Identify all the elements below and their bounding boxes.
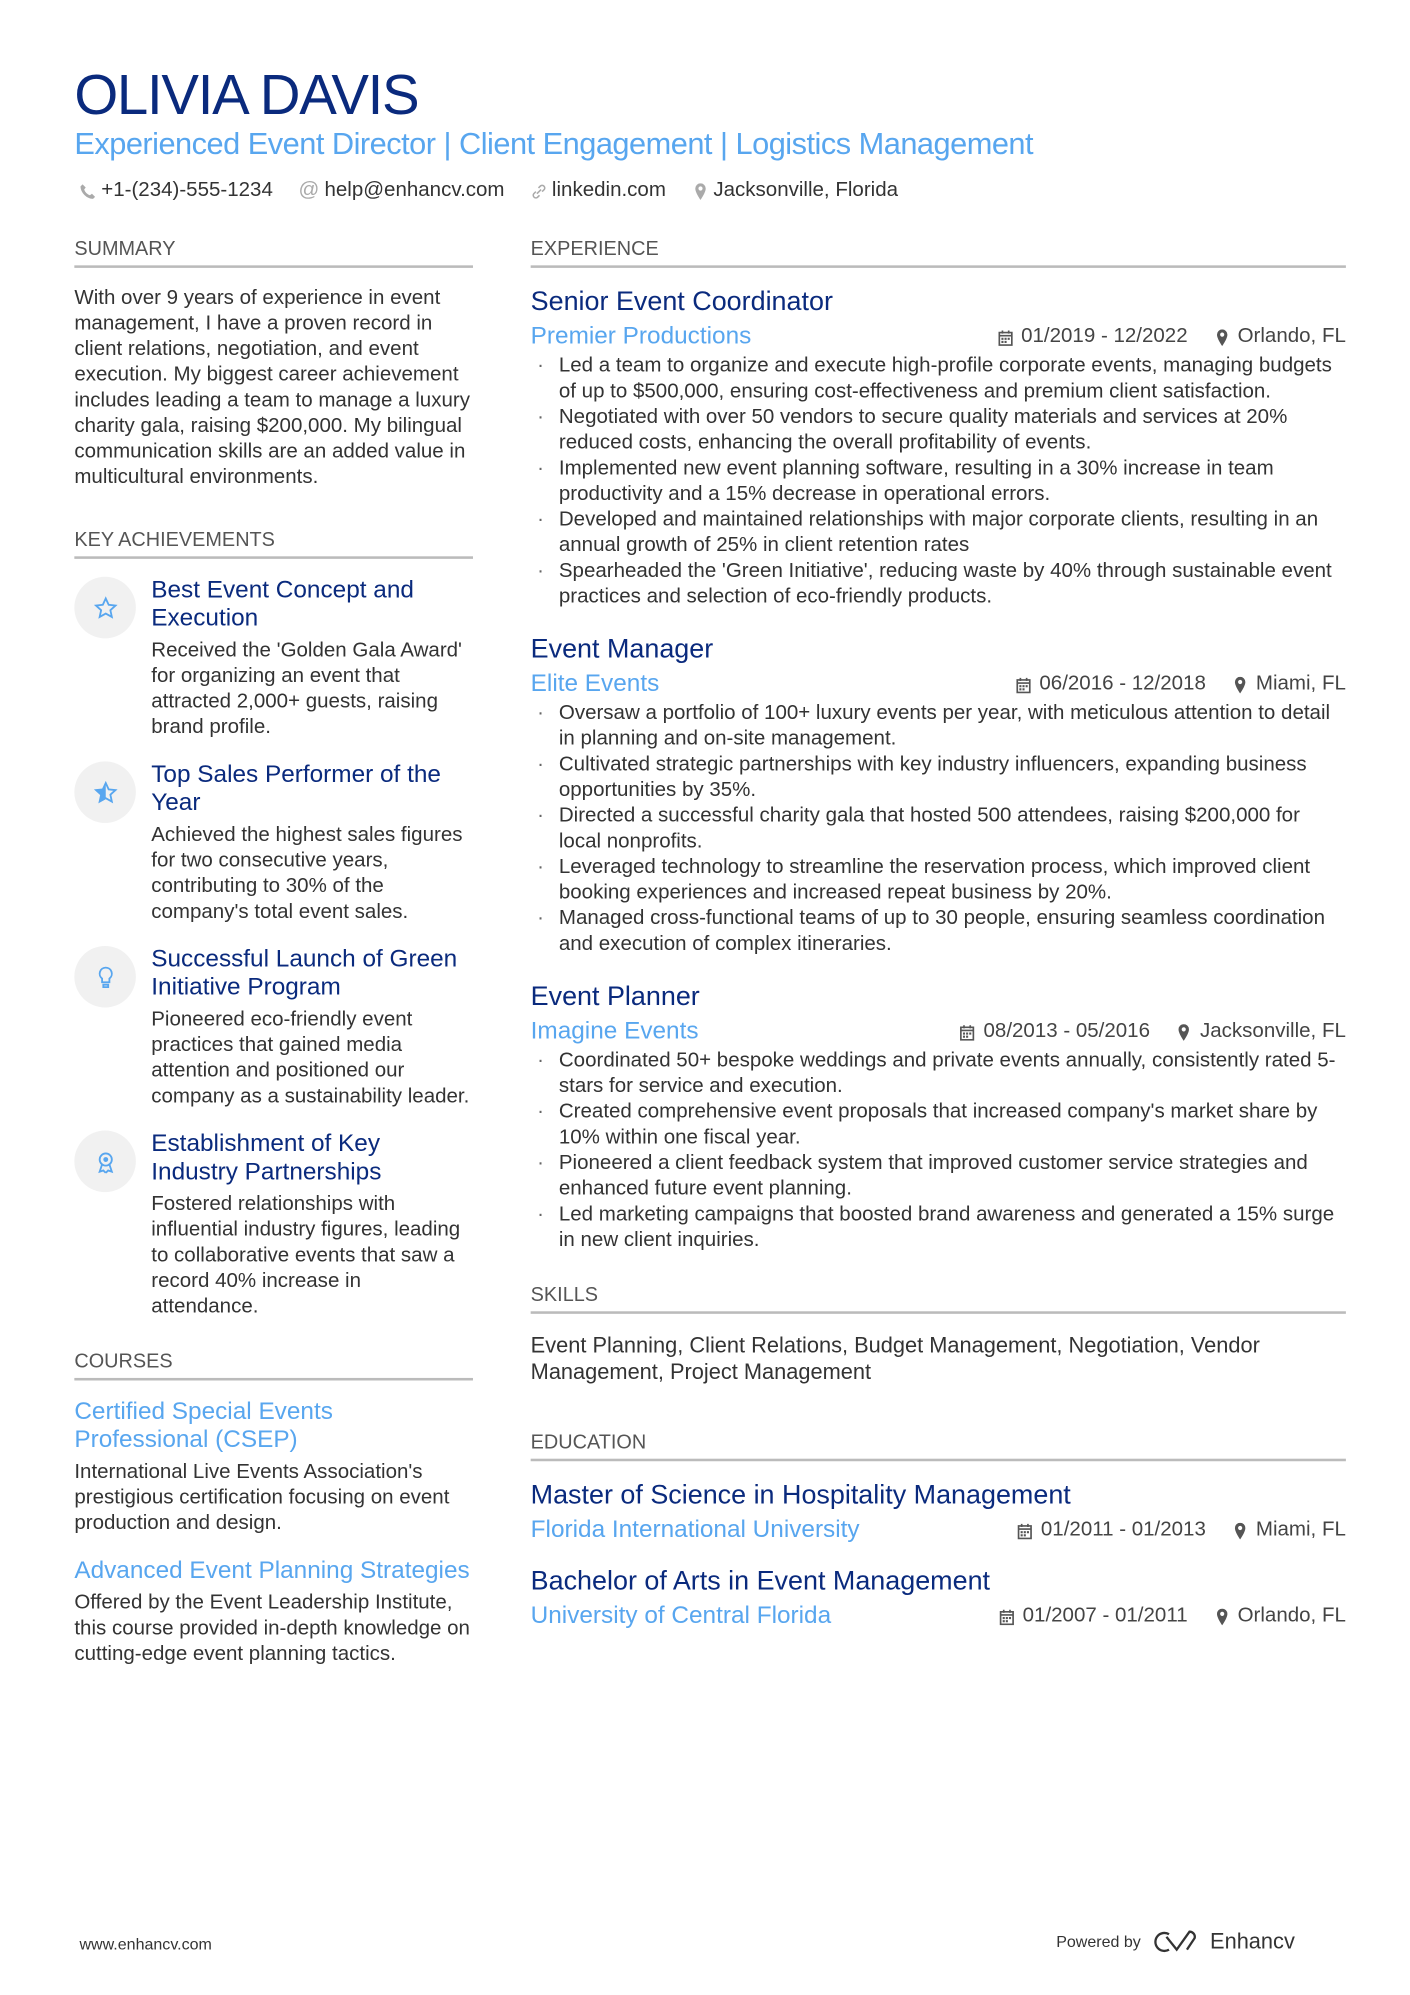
experience-section <box>531 238 1346 1253</box>
job-dates: 06/2016 - 12/2018 <box>1039 672 1206 695</box>
link-icon <box>530 183 547 200</box>
left-column <box>74 238 473 1688</box>
job-bullet: · Oversaw a portfolio of 100+ luxury events per year, with meticulous attention to detail in planning and on-site management. <box>531 701 1346 752</box>
contact-bar <box>79 179 898 202</box>
location-pin-icon <box>1232 676 1249 693</box>
job-location: Miami, FL <box>1255 672 1346 695</box>
courses-section <box>74 1351 473 1668</box>
achievement-item <box>74 761 473 925</box>
footer-website[interactable]: www.enhancv.com <box>79 1935 212 1954</box>
education-dates: 01/2011 - 01/2013 <box>1040 1518 1206 1541</box>
job-bullet: · Spearheaded the 'Green Initiative', reducing waste by 40% through sustainable event practices and selection of eco-friendly products. <box>531 559 1346 610</box>
section-heading: EXPERIENCE <box>531 238 1346 267</box>
education-entry <box>531 1565 1346 1630</box>
achievement-item <box>74 1131 473 1321</box>
course-title: Certified Special Events Professional (CSEP) <box>74 1398 333 1454</box>
school-name: University of Central Florida <box>530 1602 832 1630</box>
education-location: Orlando, FL <box>1237 1604 1346 1627</box>
education-location: Miami, FL <box>1255 1518 1346 1541</box>
at-icon: @ <box>298 179 320 202</box>
candidate-name: OLIVIA DAVIS <box>74 64 419 127</box>
section-heading: COURSES <box>74 1351 473 1380</box>
job-bullet: · Leveraged technology to streamline the reservation process, which improved client booking experiences and increased repeat business by 20%. <box>531 855 1346 906</box>
job-title: Senior Event Coordinator <box>530 287 833 317</box>
degree-title: Bachelor of Arts in Event Management <box>530 1566 991 1596</box>
award-icon <box>93 1149 117 1173</box>
job-title: Event Planner <box>530 981 700 1012</box>
achievements-section <box>74 529 473 1320</box>
summary-text: With over 9 years of experience in event management, I have a proven record in client relations, negotiation, and event execution. My biggest career achievement includes leading a team to manage a luxury charity gala, raising $200,000. My bilingual communication skills are an added value in multicultural environments. <box>74 287 470 489</box>
education-section <box>531 1432 1346 1631</box>
job-bullet: · Coordinated 50+ bespoke weddings and private events annually, consistently rated 5-stars for service and execution. <box>531 1049 1346 1100</box>
location-pin-icon <box>692 183 709 200</box>
company-name: Premier Productions <box>530 323 752 350</box>
job-bullets <box>531 1049 1346 1254</box>
right-column <box>531 238 1346 1651</box>
job-dates: 08/2013 - 05/2016 <box>983 1020 1150 1043</box>
education-dates: 01/2007 - 01/2011 <box>1022 1604 1188 1627</box>
school-name: Florida International University <box>530 1516 860 1544</box>
contact-location: Jacksonville, Florida <box>692 179 898 202</box>
job-bullets <box>531 701 1346 957</box>
calendar-icon <box>1015 676 1032 693</box>
section-heading: SKILLS <box>531 1284 1346 1313</box>
job-location: Orlando, FL <box>1237 325 1346 348</box>
job-location: Jacksonville, FL <box>1199 1020 1346 1043</box>
location-pin-icon <box>1176 1024 1193 1041</box>
education-entry <box>531 1479 1346 1544</box>
job-entry <box>531 286 1346 610</box>
job-bullet: · Cultivated strategic partnerships with key industry influencers, expanding business opportunities by 35%. <box>531 752 1346 803</box>
achievement-icon-badge <box>74 946 136 1008</box>
company-name: Imagine Events <box>530 1017 699 1045</box>
location-pin-icon <box>1232 1522 1249 1539</box>
course-title: Advanced Event Planning Strategies <box>74 1557 470 1585</box>
job-entry <box>531 981 1346 1254</box>
job-entry <box>531 633 1346 957</box>
star-half-icon <box>93 780 117 804</box>
job-bullet: · Implemented new event planning software, resulting in a 30% increase in team productivity and a 15% decrease in operational errors. <box>531 456 1346 507</box>
job-bullet: · Created comprehensive event proposals that increased company's market share by 10% within one fiscal year. <box>531 1100 1346 1151</box>
contact-email[interactable]: @ help@enhancv.com <box>298 179 505 202</box>
achievement-title: Best Event Concept and Execution <box>151 576 414 632</box>
achievement-title: Top Sales Performer of the Year <box>151 761 441 817</box>
job-bullet: · Led a team to organize and execute high-profile corporate events, managing budgets of up to $500,000, ensuring cost-effectiveness and premium client satisfaction. <box>531 354 1346 405</box>
course-description: Offered by the Event Leadership Institute, this course provided in-depth knowledge on cutting-edge event planning tactics. <box>74 1591 470 1666</box>
achievement-description: Received the 'Golden Gala Award' for organizing an event that attracted 2,000+ guests, raising brand profile. <box>151 639 462 739</box>
course-item <box>74 1557 473 1667</box>
section-heading: KEY ACHIEVEMENTS <box>74 529 473 558</box>
skills-text: Event Planning, Client Relations, Budget Management, Negotiation, Vendor Management, Project Management <box>530 1333 1260 1385</box>
summary-section <box>74 238 473 491</box>
course-item <box>74 1398 473 1536</box>
company-name: Elite Events <box>530 670 660 698</box>
lightbulb-icon <box>93 965 117 989</box>
calendar-icon <box>998 1608 1015 1625</box>
job-bullet: · Managed cross-functional teams of up to 30 people, ensuring seamless coordination and execution of complex itineraries. <box>531 906 1346 957</box>
contact-phone: +1-(234)-555-1234 <box>79 179 272 202</box>
achievement-title: Successful Launch of Green Initiative Program <box>151 945 458 1002</box>
degree-title: Master of Science in Hospitality Management <box>530 1480 1071 1510</box>
calendar-icon <box>959 1024 976 1041</box>
achievement-title: Establishment of Key Industry Partnerships <box>151 1130 382 1186</box>
job-bullet: · Led marketing campaigns that boosted brand awareness and generated a 15% surge in new client inquiries. <box>531 1202 1346 1253</box>
section-heading: SUMMARY <box>74 238 473 267</box>
course-description: International Live Events Association's prestigious certification focusing on event production and design. <box>74 1461 450 1535</box>
phone-icon <box>79 183 96 200</box>
location-pin-icon <box>1213 329 1230 346</box>
job-bullet: · Pioneered a client feedback system that improved customer service strategies and enhanced future event planning. <box>531 1151 1346 1202</box>
footer-branding: Powered by Enhancv <box>1056 1929 1295 1954</box>
achievement-icon-badge <box>74 761 136 823</box>
candidate-tagline: Experienced Event Director | Client Engagement | Logistics Management <box>74 126 1034 162</box>
section-heading: EDUCATION <box>531 1432 1346 1461</box>
calendar-icon <box>1017 1522 1034 1539</box>
achievement-icon-badge <box>74 577 136 639</box>
location-pin-icon <box>1213 1608 1230 1625</box>
job-bullet: · Negotiated with over 50 vendors to secure quality materials and services at 20% reduced costs, enhancing the overall profitability of events. <box>531 405 1346 456</box>
achievement-item <box>74 577 473 741</box>
achievement-description: Pioneered eco-friendly event practices that gained media attention and positioned our company as a sustainability leader. <box>151 1008 470 1108</box>
enhancv-logo-icon <box>1151 1929 1200 1955</box>
skills-section <box>531 1284 1346 1385</box>
job-bullet: · Developed and maintained relationships with major corporate clients, resulting in an annual growth of 25% in client retention rates <box>531 508 1346 559</box>
job-dates: 01/2019 - 12/2022 <box>1021 325 1188 348</box>
job-bullet: · Directed a successful charity gala that hosted 500 attendees, raising $200,000 for local nonprofits. <box>531 804 1346 855</box>
achievement-description: Fostered relationships with influential industry figures, leading to collaborative events that saw a record 40% increase in attendance. <box>151 1193 461 1318</box>
calendar-icon <box>997 329 1014 346</box>
contact-link[interactable]: linkedin.com <box>530 179 666 202</box>
achievement-description: Achieved the highest sales figures for two consecutive years, contributing to 30% of the company's total event sales. <box>151 824 463 923</box>
star-icon <box>93 595 117 619</box>
job-bullets <box>531 354 1346 610</box>
achievement-item <box>74 946 473 1110</box>
achievement-icon-badge <box>74 1131 136 1193</box>
job-title: Event Manager <box>530 634 714 664</box>
